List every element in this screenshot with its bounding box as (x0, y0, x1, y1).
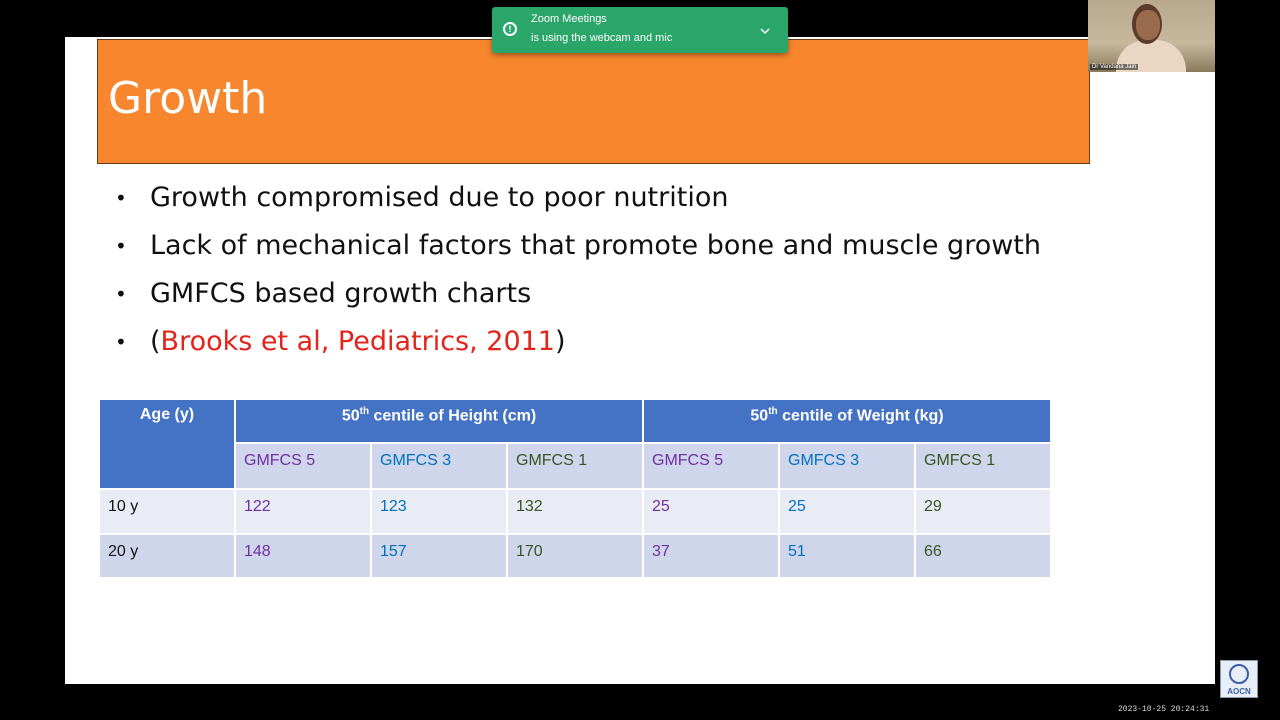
value-cell: 66 (915, 534, 1051, 578)
level-header: GMFCS 3 (779, 443, 915, 489)
organization-logo (1220, 660, 1258, 698)
level-header: GMFCS 5 (643, 443, 779, 489)
bullet-item-citation: • (Brooks et al, Pediatrics, 2011) (115, 322, 1041, 370)
value-cell: 29 (915, 489, 1051, 534)
value-cell: 123 (371, 489, 507, 534)
value-cell: 37 (643, 534, 779, 578)
bullet-item: • Growth compromised due to poor nutrition (115, 178, 1041, 226)
growth-table (98, 398, 1052, 579)
value-cell: 51 (779, 534, 915, 578)
slide-title: Growth (108, 73, 268, 124)
weight-header: 50th centile of Weight (kg) (643, 399, 1051, 443)
notification-message: is using the webcam and mic (531, 32, 673, 44)
chevron-down-icon[interactable] (760, 27, 770, 35)
bullet-list (115, 178, 1041, 370)
value-cell: 25 (643, 489, 779, 534)
value-cell: 170 (507, 534, 643, 578)
value-cell: 122 (235, 489, 371, 534)
info-icon: ! (503, 22, 517, 36)
level-header: GMFCS 1 (507, 443, 643, 489)
value-cell: 132 (507, 489, 643, 534)
level-header: GMFCS 1 (915, 443, 1051, 489)
value-cell: 148 (235, 534, 371, 578)
logo-ring-icon (1229, 664, 1249, 684)
bullet-item: • Lack of mechanical factors that promote bone and muscle growth (115, 226, 1041, 274)
participant-video[interactable] (1088, 0, 1215, 72)
participant-face (1136, 10, 1160, 40)
bullet-icon: • (115, 186, 127, 210)
table-row (99, 534, 1051, 578)
table-header-row (99, 399, 1051, 443)
table-subheader-row (99, 443, 1051, 489)
age-cell: 20 y (99, 534, 235, 578)
bullet-icon: • (115, 330, 127, 354)
age-header: Age (y) (99, 399, 235, 489)
level-header: GMFCS 3 (371, 443, 507, 489)
age-cell: 10 y (99, 489, 235, 534)
logo-text: AOCN (1227, 687, 1251, 696)
level-header: GMFCS 5 (235, 443, 371, 489)
value-cell: 157 (371, 534, 507, 578)
bullet-icon: • (115, 234, 127, 258)
citation-text: Brooks et al, Pediatrics, 2011 (160, 326, 555, 357)
slide-title-bar (97, 39, 1090, 164)
participant-name: Dr Vandana Jain (1092, 64, 1137, 70)
table-row (99, 489, 1051, 534)
timestamp: 2023-10-25 20:24:31 (1118, 705, 1210, 714)
bullet-icon: • (115, 282, 127, 306)
zoom-notification[interactable] (492, 7, 788, 53)
notification-title: Zoom Meetings (531, 13, 607, 25)
bullet-item: • GMFCS based growth charts (115, 274, 1041, 322)
value-cell: 25 (779, 489, 915, 534)
height-header: 50th centile of Height (cm) (235, 399, 643, 443)
